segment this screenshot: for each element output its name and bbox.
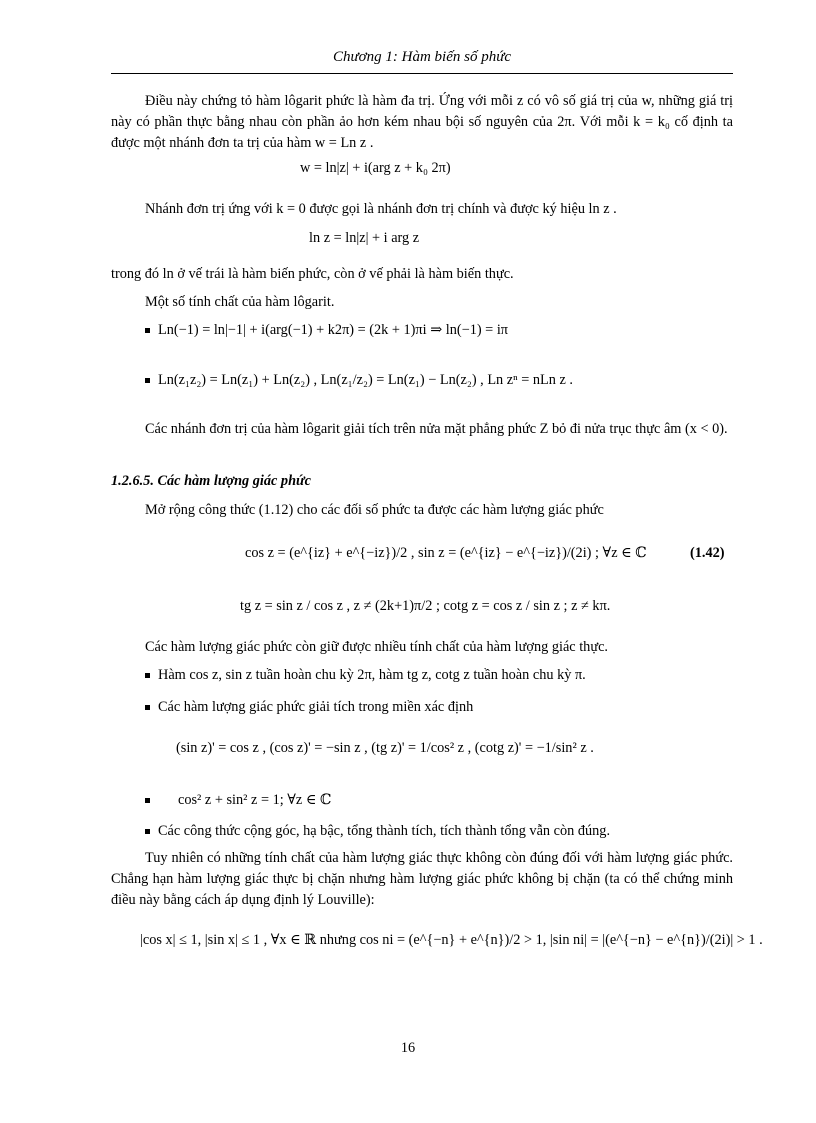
- paragraph-2-text: Nhánh đơn trị ứng với k = 0 được gọi là nhánh đơn trị chính và được ký hiệu ln z .: [145, 201, 617, 217]
- bullet-item-ln-minus-one: [145, 320, 508, 340]
- paragraph-8: [111, 848, 733, 911]
- bullet-item-analytic: [145, 697, 473, 717]
- equation-boundedness: [140, 932, 763, 949]
- equation-ln-principal-text: ln z = ln|z| + i arg z: [309, 230, 420, 246]
- bullet-icon: [145, 798, 150, 803]
- paragraph-6: [111, 500, 733, 521]
- section-heading: 1.2.6.5. Các hàm lượng giác phức: [111, 473, 311, 489]
- bullet-icon: [145, 328, 150, 333]
- paragraph-5: [111, 419, 733, 440]
- equation-w-branch-text: w = ln|z| + i(arg z + k₀ 2π): [300, 160, 451, 176]
- paragraph-4-text: Một số tính chất của hàm lôgarit.: [145, 294, 335, 310]
- paragraph-6-text: Mở rộng công thức (1.12) cho các đối số phức ta được các hàm lượng giác phức: [145, 502, 604, 518]
- paragraph-7-text: Các hàm lượng giác phức còn giữ được nhiều tính chất của hàm lượng giác thực.: [145, 639, 609, 655]
- equation-cos-sin-definition: [245, 545, 647, 562]
- bullet-item-ln-properties-text: Ln(z₁z₂) = Ln(z₁) + Ln(z₂) , Ln(z₁/z₂) = Ln(z₁) − Ln(z₂) , Ln zⁿ = nLn z .: [158, 372, 573, 388]
- bullet-item-ln-properties: [145, 370, 573, 390]
- equation-tg-cotg-definition: [240, 598, 610, 615]
- equation-derivatives-text: (sin z)' = cos z , (cos z)' = −sin z , (tg z)' = 1/cos² z , (cotg z)' = −1/sin² z .: [176, 740, 594, 756]
- bullet-item-periodicity-text: Hàm cos z, sin z tuần hoàn chu kỳ 2π, hàm tg z, cotg z tuần hoàn chu kỳ π.: [158, 667, 586, 683]
- bullet-icon: [145, 829, 150, 834]
- bullet-item-identity: [145, 790, 331, 810]
- bullet-item-identity-text: cos² z + sin² z = 1; ∀z ∈ ℂ: [178, 792, 332, 808]
- page-number: 16: [400, 1040, 416, 1056]
- bullet-item-formulas-text: Các công thức cộng góc, hạ bậc, tổng thành tích, tích thành tổng vẫn còn đúng.: [158, 823, 611, 839]
- equation-w-branch: [300, 160, 451, 177]
- equation-ln-principal: [309, 230, 419, 247]
- equation-number: (1.42): [690, 545, 725, 561]
- bullet-icon: [145, 378, 150, 383]
- paragraph-3-text: trong đó ln ở vế trái là hàm biến phức, còn ở vế phải là hàm biến thực.: [111, 266, 514, 282]
- equation-tg-cotg-definition-text: tg z = sin z / cos z , z ≠ (2k+1)π/2 ; cotg z = cos z / sin z ; z ≠ kπ.: [240, 598, 611, 614]
- paragraph-5-text: Các nhánh đơn trị của hàm lôgarit giải tích trên nửa mặt phẳng phức Z bỏ đi nửa trục thực âm (x < 0).: [145, 421, 728, 437]
- header-rule: [111, 73, 733, 74]
- bullet-item-formulas: [145, 821, 610, 841]
- paragraph-1-text: Điều này chứng tỏ hàm lôgarit phức là hàm đa trị. Ứng với mỗi z có vô số giá trị của w, những giá trị này có phần thực bằng nhau còn phần ảo hơn kém nhau bội số nguyên của 2π. Với mỗi k = k₀ cố định ta được một nhánh đơn ta trị của hàm w = Ln z .: [111, 93, 733, 151]
- equation-cos-sin-definition-text: cos z = (e^{iz} + e^{−iz})/2 , sin z = (e^{iz} − e^{−iz})/(2i) ; ∀z ∈ ℂ: [245, 545, 647, 561]
- paragraph-3: [111, 264, 733, 285]
- equation-derivatives: [176, 740, 594, 757]
- paragraph-7: [111, 637, 733, 658]
- bullet-item-analytic-text: Các hàm lượng giác phức giải tích trong miền xác định: [158, 699, 474, 715]
- paragraph-8-text: Tuy nhiên có những tính chất của hàm lượng giác thực không còn đúng đối với hàm lượng giác phức. Chẳng hạn hàm lượng giác thực bị chặn nhưng hàm lượng giác phức không bị chặn (ta có thể chứng minh điều này bằng cách áp dụng định lý Louville):: [111, 850, 733, 908]
- paragraph-4: [111, 292, 733, 313]
- bullet-icon: [145, 673, 150, 678]
- bullet-icon: [145, 705, 150, 710]
- bullet-item-periodicity: [145, 665, 586, 685]
- bullet-item-ln-minus-one-text: Ln(−1) = ln|−1| + i(arg(−1) + k2π) = (2k + 1)πi ⇒ ln(−1) = iπ: [158, 322, 509, 338]
- equation-boundedness-text: |cos x| ≤ 1, |sin x| ≤ 1 , ∀x ∈ ℝ nhưng cos ni = (e^{−n} + e^{n})/2 > 1, |sin ni| = |(e^{−n} − e^{n})/(2i)| > 1 .: [140, 932, 763, 948]
- paragraph-1: [111, 91, 733, 154]
- paragraph-2: [111, 199, 733, 220]
- running-header: Chương 1: Hàm biến số phức: [332, 49, 512, 65]
